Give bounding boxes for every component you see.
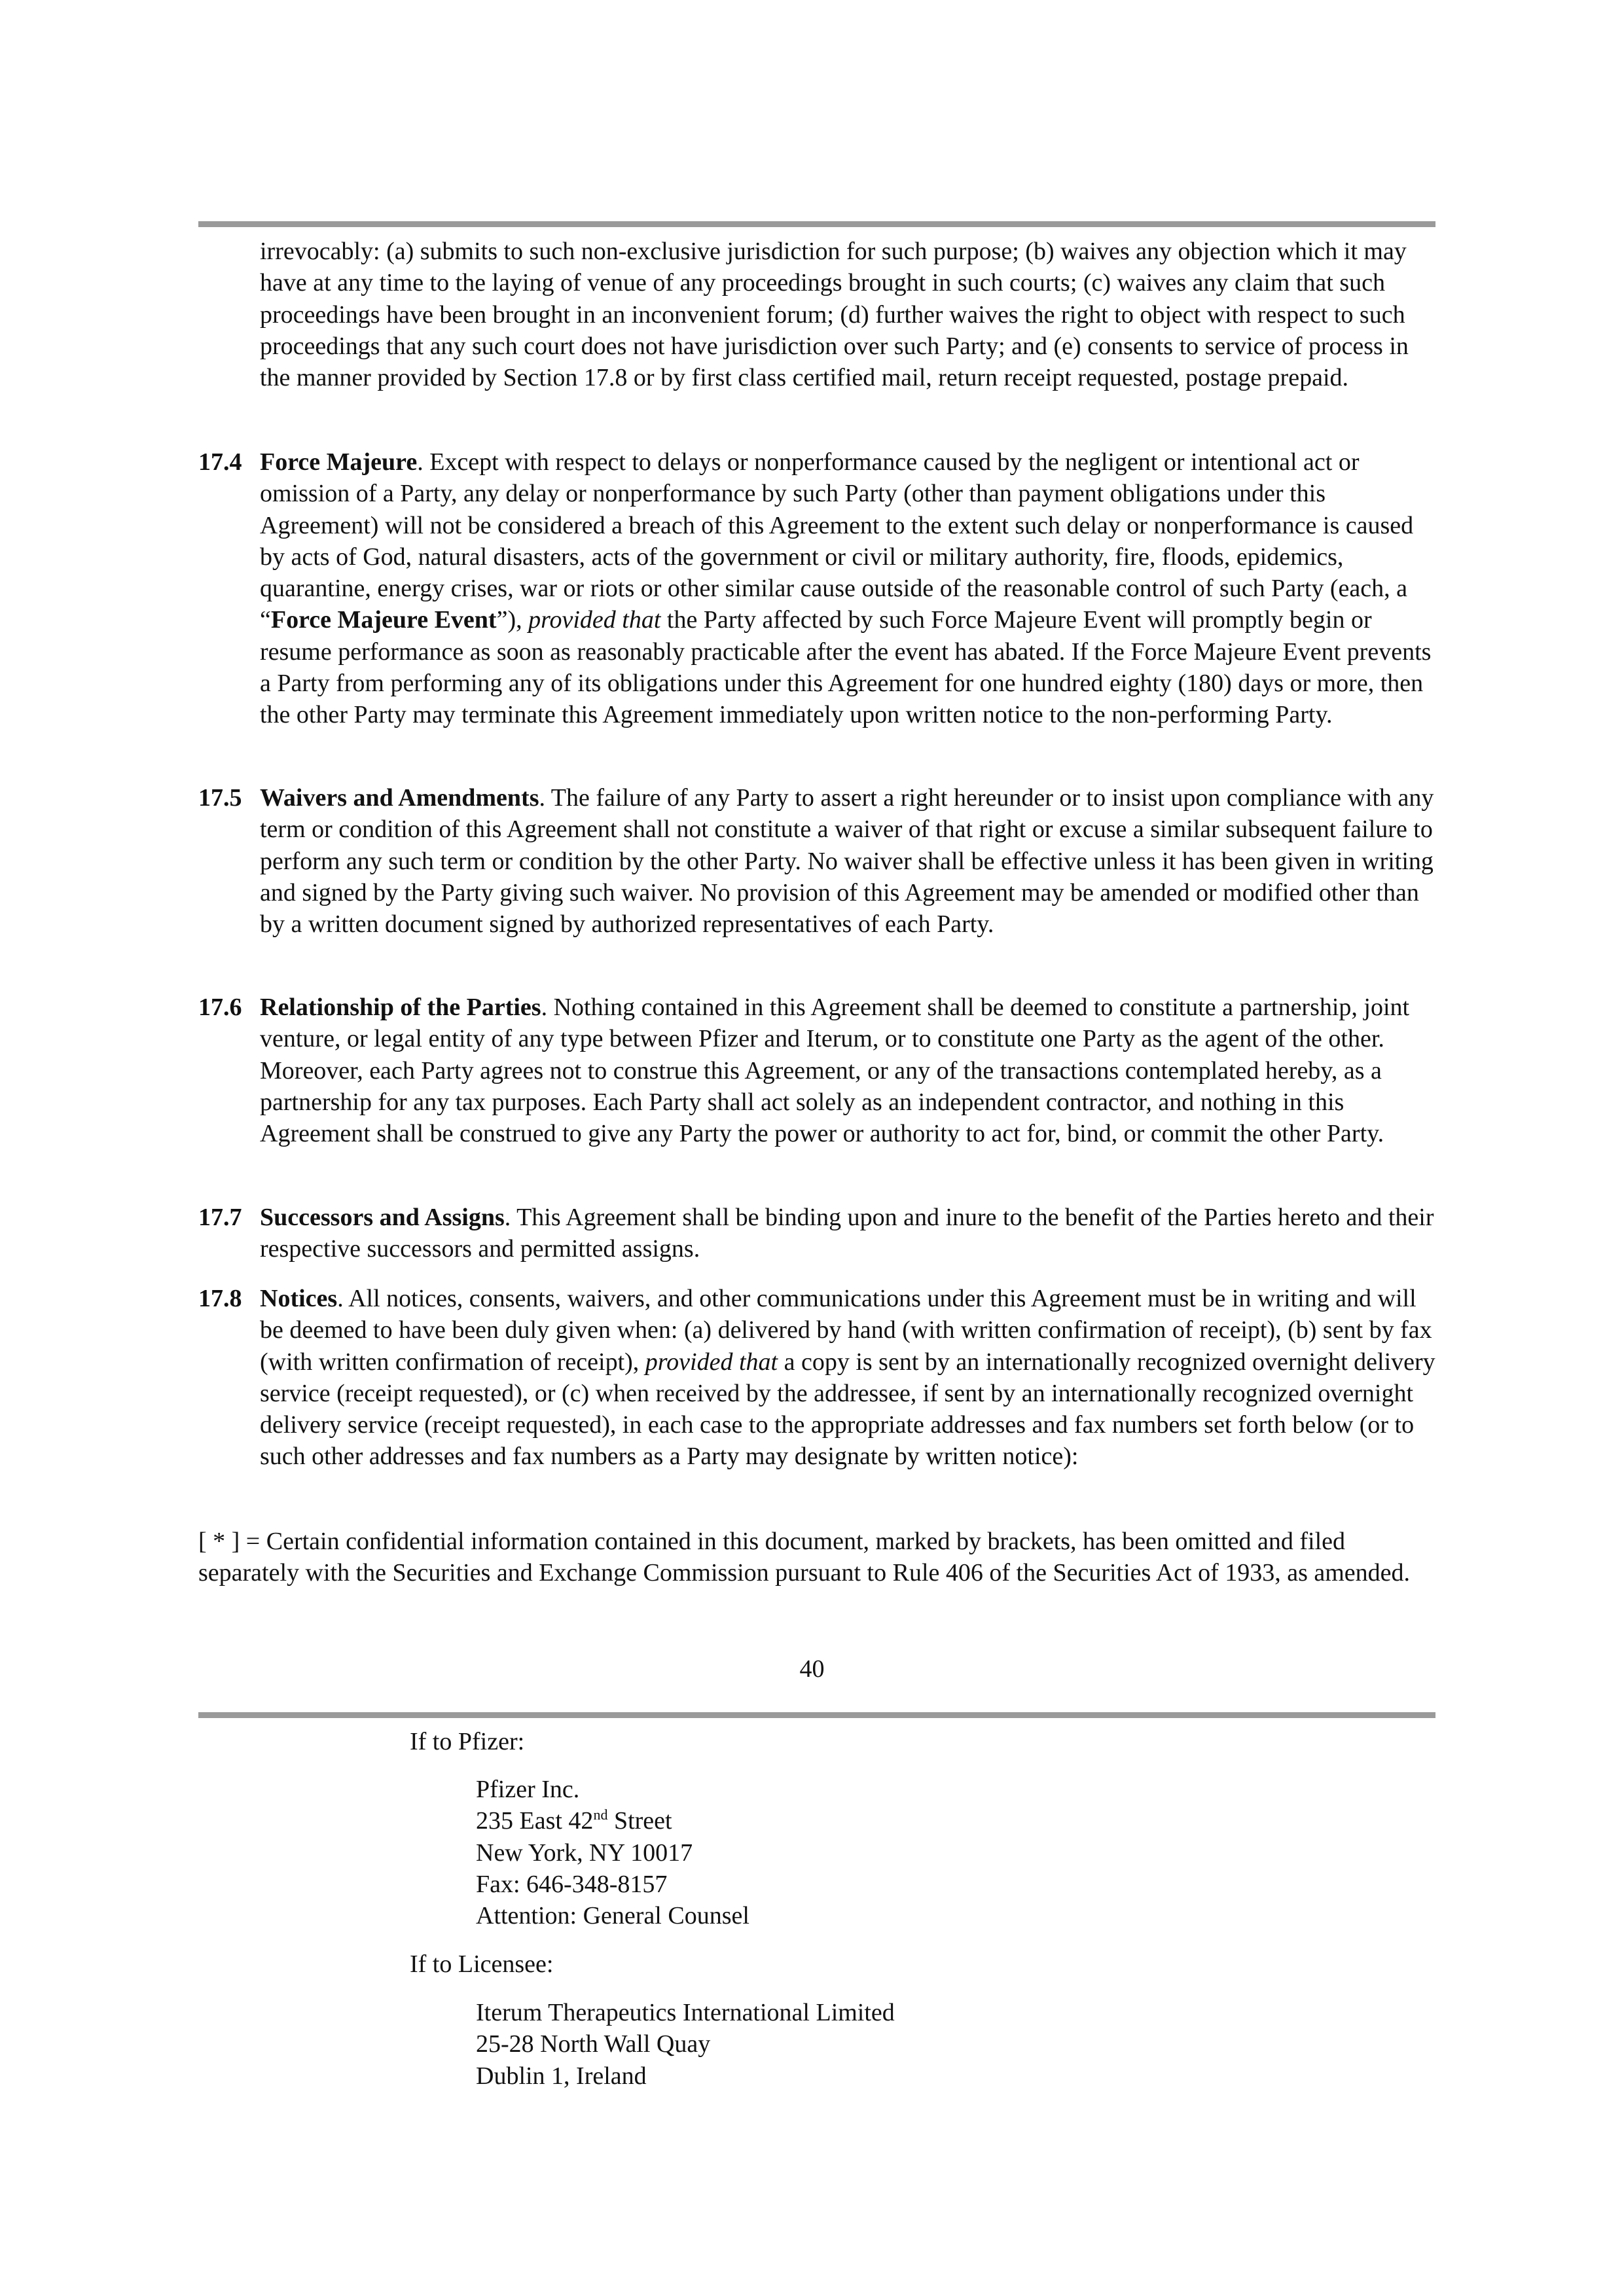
section-17-4: 17.4 Force Majeure. Except with respect to delays or nonperformance caused by the negligent or intentional act or omission of a Party, any delay or nonperformance by such Party (other than payment obligations under this Agreement) will not be considered a breach of this Agreement to the extent such delay or nonperformance is caused by acts of God, natural disasters, acts of the government or civil or military authority, fire, floods, epidemics, quarantine, energy crises, war or riots or other similar cause outside of the reasonable control of such Party (each, a “Force Majeure Event”), provided that the Party affected by such Force Majeure Event will promptly begin or resume performance as soon as reasonably practicable after the event has abated. If the Force Majeure Event prevents a Party from performing any of its obligations under this Agreement for one hundred eighty (180) days or more, then the other Party may terminate this Agreement immediately upon written notice to the non-performing Party. [198,446,1442,731]
section-17-8: 17.8 Notices. All notices, consents, waivers, and other communications under this Agreement must be in writing and will be deemed to have been duly given when: (a) delivered by hand (with written confirmation of receipt), (b) sent by fax (with written confirmation of receipt), provided that a copy is sent by an internationally recognized overnight delivery service (receipt requested), or (c) when received by the addressee, if sent by an internationally recognized overnight delivery service (receipt requested), in each case to the appropriate addresses and fax numbers set forth below (or to such other addresses and fax numbers as a Party may designate by written notice): [198,1283,1442,1473]
section-title: Notices [260,1285,338,1312]
section-17-7: 17.7 Successors and Assigns. This Agreement shall be binding upon and inure to the benefit of the Parties hereto and their respective successors and permitted assigns. [198,1202,1442,1265]
section-17-5: 17.5 Waivers and Amendments. The failure of any Party to assert a right hereunder or to insist upon compliance with any term or condition of this Agreement shall not constitute a waiver of that right or excuse a similar subsequent failure to perform any such term or condition by the other Party. No waiver shall be effective unless it has been given in writing and signed by the Party giving such waiver. No provision of this Agreement may be amended or modified other than by a written document signed by authorized representatives of each Party. [198,782,1442,940]
section-17-6: 17.6 Relationship of the Parties. Nothing contained in this Agreement shall be deemed to constitute a partnership, joint venture, or legal entity of any type between Pfizer and Iterum, or to constitute one Party as the agent of the other. Moreover, each Party agrees not to construe this Agreement, or any of the transactions contemplated hereby, as a partnership for any tax purposes. Each Party shall act solely as an independent contractor, and nothing in this Agreement shall be construed to give any Party the power or authority to act for, bind, or commit the other Party. [198,992,1442,1149]
pfizer-attention: Attention: General Counsel [476,1902,749,1930]
confidential-note: [ * ] = Certain confidential information contained in this document, marked by brackets, has been omitted and filed separately with the Securities and Exchange Commission pursuant to Rule 406 of the Securities Act of 1933, as amended. [198,1528,1411,1587]
section-number: 17.7 [198,1204,242,1231]
section-number: 17.8 [198,1285,242,1312]
section-number: 17.6 [198,994,242,1021]
section-title: Force Majeure [260,448,418,476]
defined-term: Force Majeure Event [270,606,497,634]
section-number: 17.5 [198,784,242,812]
licensee-label: If to Licensee: [410,1950,554,1978]
pfizer-name: Pfizer Inc. [476,1776,580,1803]
pfizer-label: If to Pfizer: [410,1728,525,1755]
page-break-rule [198,1712,1435,1718]
section-title: Relationship of the Parties [260,994,541,1021]
licensee-address [476,1997,895,2092]
licensee-name: Iterum Therapeutics International Limited [476,1999,895,2026]
top-rule [198,221,1435,227]
section-title: Successors and Assigns [260,1204,505,1231]
licensee-street: 25-28 North Wall Quay [476,2030,711,2058]
pfizer-city: New York, NY 10017 [476,1839,693,1867]
pfizer-fax: Fax: 646-348-8157 [476,1870,668,1898]
section-number: 17.4 [198,448,242,476]
section-title: Waivers and Amendments [260,784,539,812]
pfizer-street: 235 East 42nd Street [476,1806,672,1835]
licensee-city: Dublin 1, Ireland [476,2062,647,2090]
pfizer-address [476,1774,749,1931]
continuation-paragraph: irrevocably: (a) submits to such non-exclusive jurisdiction for such purpose; (b) waives any objection which it may have at any time to the laying of venue of any proceedings brought in such courts; (c) waives any claim that such proceedings have been brought in an inconvenient forum; (d) further waives the right to object with respect to such proceedings that any such court does not have jurisdiction over such Party; and (e) consents to service of process in the manner provided by Section 17.8 or by first class certified mail, return receipt requested, postage prepaid. [260,238,1409,392]
page-number: 40 [799,1655,825,1683]
